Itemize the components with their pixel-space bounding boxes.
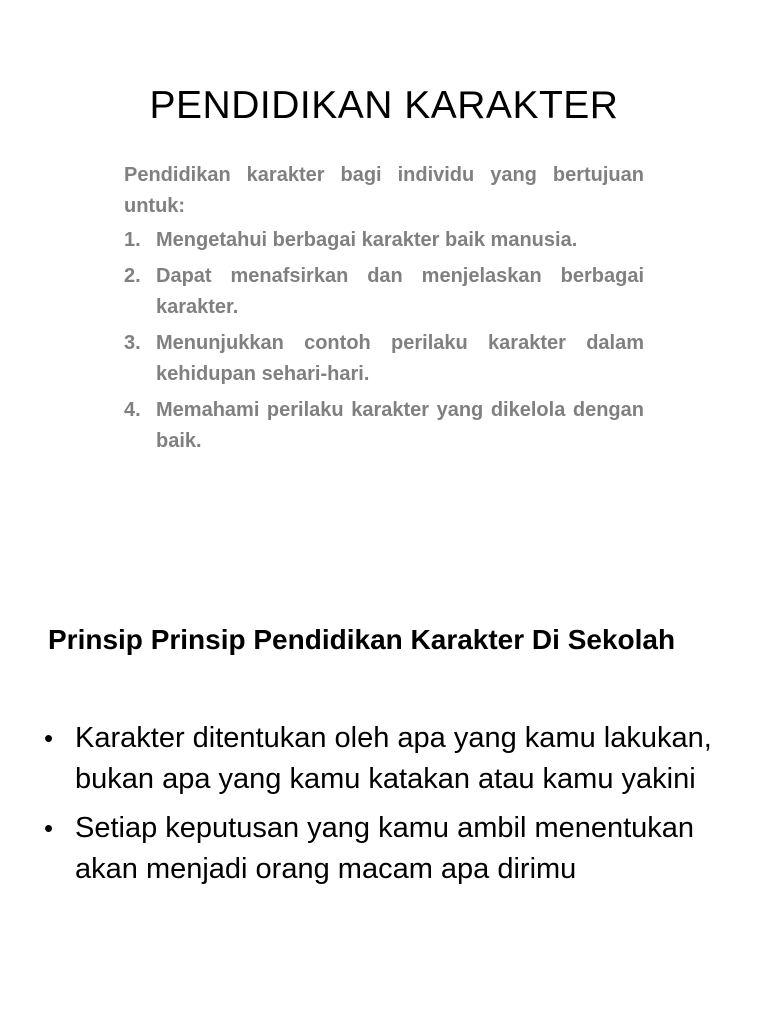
goal-number: 4.	[124, 399, 141, 421]
goal-item	[124, 395, 644, 457]
goal-item	[124, 225, 644, 256]
principle-item	[44, 718, 724, 800]
goal-text: Dapat menafsirkan dan menjelaskan berbagai karakter.	[156, 265, 644, 318]
goal-text: Memahami perilaku karakter yang dikelola dengan baik.	[156, 399, 644, 452]
principle-text: Karakter ditentukan oleh apa yang kamu lakukan, bukan apa yang kamu katakan atau kamu yakini	[75, 722, 712, 795]
principles-list	[44, 718, 724, 898]
goal-number: 3.	[124, 332, 141, 354]
bullet-icon: •	[44, 813, 54, 843]
bullet-icon: •	[44, 723, 54, 753]
slide-title: PENDIDIKAN KARAKTER	[149, 84, 619, 127]
goal-item	[124, 328, 644, 390]
goals-block	[124, 160, 644, 462]
goal-text: Mengetahui berbagai karakter baik manusia.	[156, 229, 578, 251]
goal-text: Menunjukkan contoh perilaku karakter dalam kehidupan sehari-hari.	[156, 332, 644, 385]
goal-item	[124, 261, 644, 323]
goal-number: 2.	[124, 265, 141, 287]
principle-text: Setiap keputusan yang kamu ambil menentukan akan menjadi orang macam apa dirimu	[75, 812, 695, 885]
slide-prinsip	[0, 600, 768, 1024]
principles-title: Prinsip Prinsip Pendidikan Karakter Di Sekolah	[48, 624, 676, 655]
goal-list	[124, 225, 644, 457]
principle-item	[44, 808, 724, 890]
goal-number: 1.	[124, 229, 141, 251]
intro-text: Pendidikan karakter bagi individu yang bertujuan untuk:	[124, 164, 644, 217]
